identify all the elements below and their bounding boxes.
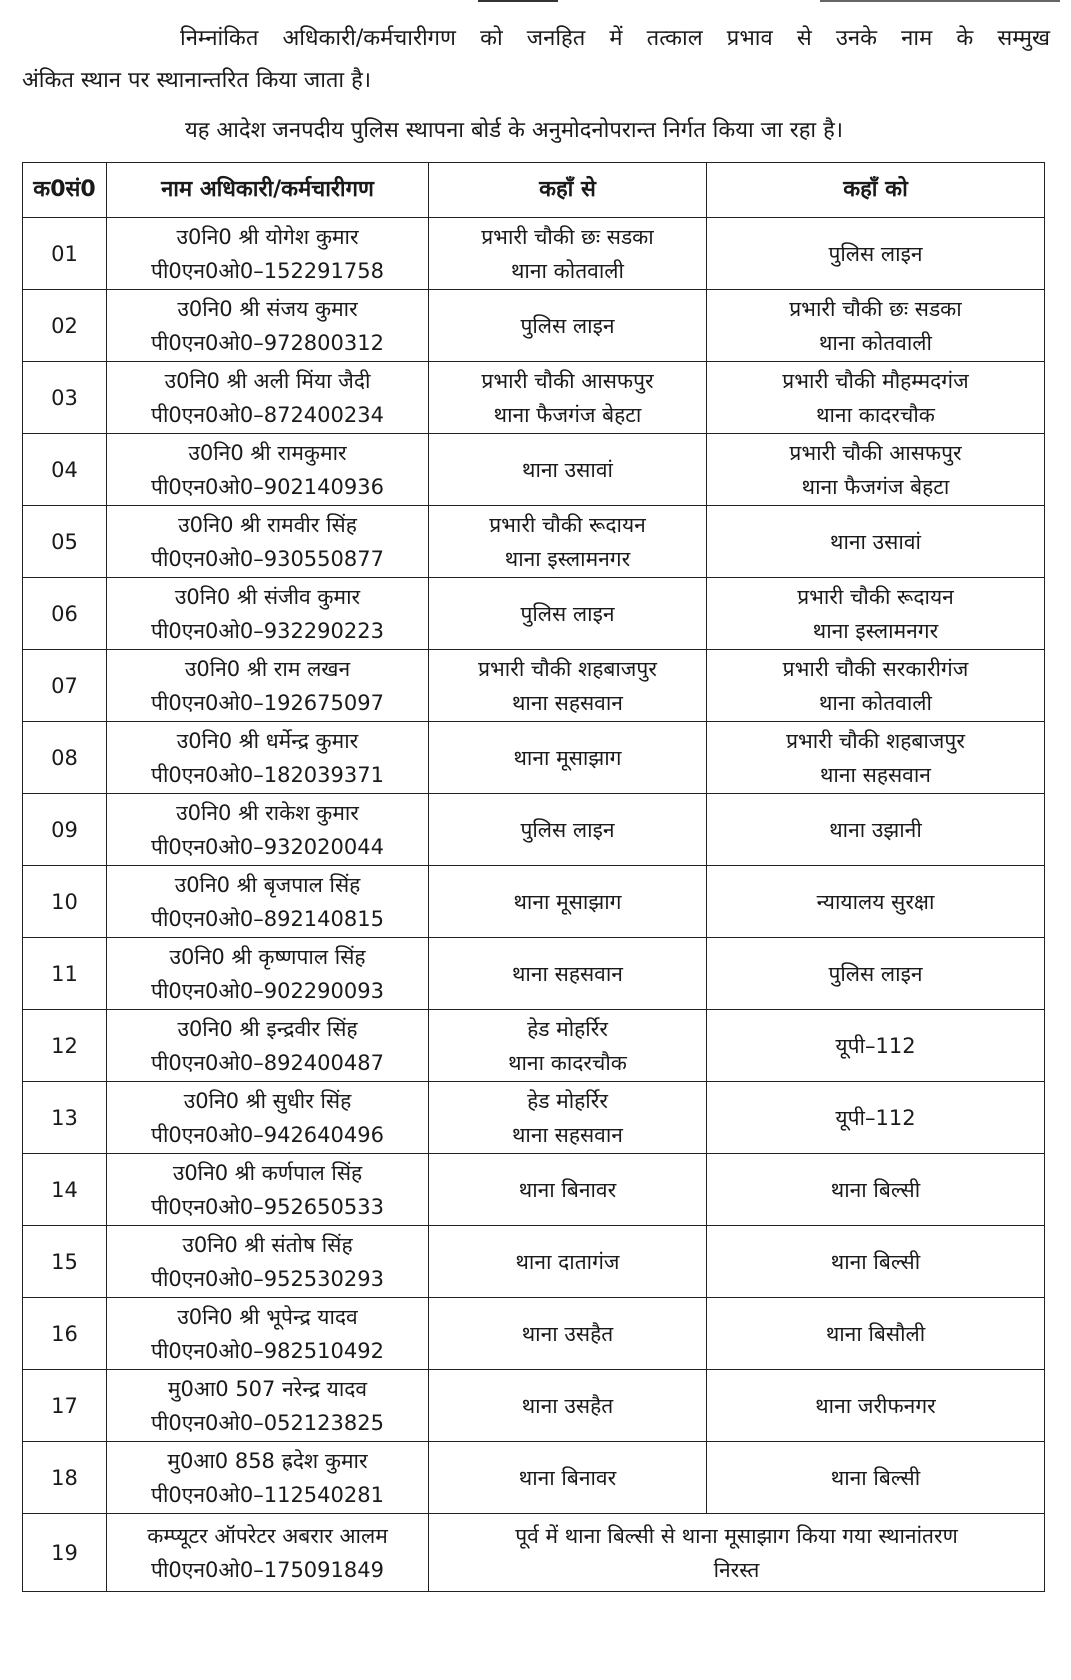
- from-location: थाना सहसवान: [512, 961, 623, 986]
- to-cell: [707, 1226, 1045, 1298]
- header-to: कहाँ को: [707, 163, 1045, 218]
- employee-name: उ0नि0 श्री संतोष सिंह: [182, 1232, 353, 1257]
- header-serial: क0सं0: [23, 163, 107, 218]
- serial-cell: 16: [23, 1298, 107, 1370]
- pno-number: पी0एन0ओ0–175091849: [151, 1557, 384, 1582]
- from-cell: [429, 722, 707, 794]
- from-station: थाना कोतवाली: [511, 258, 624, 283]
- pno-number: पी0एन0ओ0–952530293: [151, 1266, 384, 1291]
- from-cell: [429, 434, 707, 506]
- transfer-table: [22, 162, 1045, 1592]
- serial-cell: 19: [23, 1514, 107, 1592]
- table-row: [23, 1154, 1045, 1226]
- to-location: थाना जरीफनगर: [815, 1393, 936, 1418]
- to-location: थाना बिल्सी: [830, 1465, 921, 1490]
- from-location: प्रभारी चौकी छः सडका: [481, 224, 654, 249]
- to-cell: [707, 218, 1045, 290]
- from-station: थाना इस्लामनगर: [504, 546, 631, 571]
- to-cell: [707, 434, 1045, 506]
- from-cell: [429, 1370, 707, 1442]
- to-cell: [707, 1442, 1045, 1514]
- intro-line-1: निम्नांकित अधिकारी/कर्मचारीगण को जनहित में तत्काल प्रभाव से उनके नाम के सम्मुख: [180, 26, 1050, 51]
- from-cell: [429, 1082, 707, 1154]
- table-row: [23, 362, 1045, 434]
- table-row: [23, 506, 1045, 578]
- to-location: थाना बिसौली: [825, 1321, 926, 1346]
- to-location: प्रभारी चौकी रूदायन: [797, 584, 954, 609]
- header-name: नाम अधिकारी/कर्मचारीगण: [107, 163, 429, 218]
- pno-number: पी0एन0ओ0–892140815: [151, 906, 384, 931]
- to-location: प्रभारी चौकी आसफपुर: [789, 440, 962, 465]
- name-cell: [107, 218, 429, 290]
- table-row: [23, 578, 1045, 650]
- cancellation-status: निरस्त: [713, 1557, 760, 1582]
- name-cell: [107, 938, 429, 1010]
- table-row: [23, 434, 1045, 506]
- employee-name: उ0नि0 श्री बृजपाल सिंह: [174, 872, 361, 897]
- employee-name: उ0नि0 श्री राम लखन: [184, 656, 351, 681]
- employee-name: उ0नि0 श्री सुधीर सिंह: [183, 1088, 352, 1113]
- from-cell: [429, 1010, 707, 1082]
- name-cell: [107, 1370, 429, 1442]
- to-location: पुलिस लाइन: [828, 961, 923, 986]
- intro-line-2: अंकित स्थान पर स्थानान्तरित किया जाता है।: [22, 68, 372, 93]
- table-body: [23, 218, 1045, 1592]
- from-location: पुलिस लाइन: [520, 601, 615, 626]
- to-location: प्रभारी चौकी शहबाजपुर: [786, 728, 965, 753]
- from-cell: [429, 1226, 707, 1298]
- table-row: [23, 938, 1045, 1010]
- to-location: थाना उसावां: [830, 529, 921, 554]
- to-cell: [707, 1154, 1045, 1226]
- from-station: थाना फैजगंज बेहटा: [493, 402, 642, 427]
- cancellation-note-cell: [429, 1514, 1045, 1592]
- to-cell: [707, 578, 1045, 650]
- pno-number: पी0एन0ओ0–182039371: [151, 762, 384, 787]
- name-cell: [107, 1010, 429, 1082]
- serial-cell: 10: [23, 866, 107, 938]
- table-row: [23, 650, 1045, 722]
- employee-name: उ0नि0 श्री रामकुमार: [188, 440, 347, 465]
- table-row: [23, 794, 1045, 866]
- header-from: कहाँ से: [429, 163, 707, 218]
- table-row: [23, 722, 1045, 794]
- name-cell: [107, 1154, 429, 1226]
- to-location: प्रभारी चौकी सरकारीगंज: [782, 656, 969, 681]
- pno-number: पी0एन0ओ0–052123825: [151, 1410, 384, 1435]
- name-cell: [107, 578, 429, 650]
- from-cell: [429, 650, 707, 722]
- employee-name: उ0नि0 श्री धर्मेन्द्र कुमार: [176, 728, 359, 753]
- table-row: [23, 1010, 1045, 1082]
- to-cell: [707, 506, 1045, 578]
- serial-cell: 05: [23, 506, 107, 578]
- serial-cell: 04: [23, 434, 107, 506]
- serial-cell: 18: [23, 1442, 107, 1514]
- from-cell: [429, 1442, 707, 1514]
- serial-cell: 11: [23, 938, 107, 1010]
- serial-cell: 15: [23, 1226, 107, 1298]
- to-cell: [707, 722, 1045, 794]
- pno-number: पी0एन0ओ0–892400487: [151, 1050, 384, 1075]
- to-cell: [707, 1082, 1045, 1154]
- to-location: थाना बिल्सी: [830, 1249, 921, 1274]
- to-cell: [707, 1298, 1045, 1370]
- pno-number: पी0एन0ओ0–932020044: [151, 834, 384, 859]
- serial-cell: 09: [23, 794, 107, 866]
- name-cell: [107, 794, 429, 866]
- name-cell: [107, 1442, 429, 1514]
- to-cell: [707, 1010, 1045, 1082]
- table-row: [23, 1226, 1045, 1298]
- employee-name: मु0आ0 858 ह्रदेश कुमार: [167, 1448, 368, 1473]
- from-location: थाना उसहैत: [521, 1321, 614, 1346]
- employee-name: उ0नि0 श्री अली मिंया जैदी: [164, 368, 371, 393]
- cancellation-note: पूर्व में थाना बिल्सी से थाना मूसाझाग किया गया स्थानांतरण: [515, 1523, 958, 1548]
- pno-number: पी0एन0ओ0–972800312: [151, 330, 384, 355]
- from-cell: [429, 578, 707, 650]
- employee-name: मु0आ0 507 नरेन्द्र यादव: [167, 1376, 368, 1401]
- table-row: [23, 290, 1045, 362]
- name-cell: [107, 1082, 429, 1154]
- name-cell: [107, 650, 429, 722]
- serial-cell: 12: [23, 1010, 107, 1082]
- from-cell: [429, 362, 707, 434]
- from-cell: [429, 866, 707, 938]
- from-location: थाना बिनावर: [518, 1465, 617, 1490]
- pno-number: पी0एन0ओ0–872400234: [151, 402, 384, 427]
- serial-cell: 01: [23, 218, 107, 290]
- from-location: थाना दातागंज: [515, 1249, 620, 1274]
- to-station: थाना कादरचौक: [816, 402, 935, 427]
- to-station: थाना सहसवान: [820, 762, 931, 787]
- to-location: प्रभारी चौकी मौहम्मदगंज: [782, 368, 969, 393]
- employee-name: उ0नि0 श्री कृष्णपाल सिंह: [169, 944, 366, 969]
- from-cell: [429, 1298, 707, 1370]
- name-cell: [107, 290, 429, 362]
- to-cell: [707, 794, 1045, 866]
- from-location: प्रभारी चौकी शहबाजपुर: [478, 656, 657, 681]
- table-row: [23, 1082, 1045, 1154]
- from-location: प्रभारी चौकी रूदायन: [489, 512, 646, 537]
- to-location: यूपी–112: [835, 1105, 916, 1130]
- top-underline-right: [820, 0, 1060, 2]
- from-station: थाना सहसवान: [512, 1122, 623, 1147]
- table-row: [23, 1514, 1045, 1592]
- from-cell: [429, 794, 707, 866]
- name-cell: [107, 1514, 429, 1592]
- from-cell: [429, 506, 707, 578]
- employee-name: उ0नि0 श्री योगेश कुमार: [176, 224, 359, 249]
- table-row: [23, 866, 1045, 938]
- to-location: थाना बिल्सी: [830, 1177, 921, 1202]
- to-cell: [707, 1370, 1045, 1442]
- pno-number: पी0एन0ओ0–942640496: [151, 1122, 384, 1147]
- serial-cell: 17: [23, 1370, 107, 1442]
- to-location: प्रभारी चौकी छः सडका: [789, 296, 962, 321]
- approval-line: यह आदेश जनपदीय पुलिस स्थापना बोर्ड के अनुमोदनोपरान्त निर्गत किया जा रहा है।: [185, 118, 844, 143]
- pno-number: पी0एन0ओ0–192675097: [151, 690, 384, 715]
- to-cell: [707, 362, 1045, 434]
- from-station: थाना सहसवान: [512, 690, 623, 715]
- serial-cell: 07: [23, 650, 107, 722]
- employee-name: कम्प्यूटर ऑपरेटर अबरार आलम: [147, 1523, 388, 1548]
- serial-cell: 02: [23, 290, 107, 362]
- employee-name: उ0नि0 श्री भूपेन्द्र यादव: [177, 1304, 358, 1329]
- to-cell: [707, 938, 1045, 1010]
- serial-cell: 06: [23, 578, 107, 650]
- name-cell: [107, 434, 429, 506]
- from-location: प्रभारी चौकी आसफपुर: [481, 368, 654, 393]
- pno-number: पी0एन0ओ0–112540281: [151, 1482, 384, 1507]
- table-row: [23, 1298, 1045, 1370]
- from-location: पुलिस लाइन: [520, 313, 615, 338]
- pno-number: पी0एन0ओ0–902140936: [151, 474, 384, 499]
- from-location: पुलिस लाइन: [520, 817, 615, 842]
- to-cell: [707, 866, 1045, 938]
- table-row: [23, 1370, 1045, 1442]
- employee-name: उ0नि0 श्री संजय कुमार: [177, 296, 358, 321]
- serial-cell: 14: [23, 1154, 107, 1226]
- employee-name: उ0नि0 श्री कर्णपाल सिंह: [172, 1160, 363, 1185]
- from-cell: [429, 218, 707, 290]
- to-location: न्यायालय सुरक्षा: [816, 889, 935, 914]
- employee-name: उ0नि0 श्री रामवीर सिंह: [178, 512, 357, 537]
- serial-cell: 13: [23, 1082, 107, 1154]
- employee-name: उ0नि0 श्री संजीव कुमार: [174, 584, 361, 609]
- name-cell: [107, 1298, 429, 1370]
- from-location: हेड मोहर्रिर: [527, 1016, 608, 1041]
- to-location: पुलिस लाइन: [828, 241, 923, 266]
- to-location: थाना उझानी: [829, 817, 922, 842]
- to-cell: [707, 650, 1045, 722]
- from-location: थाना बिनावर: [518, 1177, 617, 1202]
- name-cell: [107, 506, 429, 578]
- employee-name: उ0नि0 श्री राकेश कुमार: [176, 800, 359, 825]
- to-station: थाना इस्लामनगर: [812, 618, 939, 643]
- name-cell: [107, 722, 429, 794]
- table-row: [23, 1442, 1045, 1514]
- employee-name: उ0नि0 श्री इन्द्रवीर सिंह: [177, 1016, 358, 1041]
- name-cell: [107, 866, 429, 938]
- serial-cell: 08: [23, 722, 107, 794]
- pno-number: पी0एन0ओ0–952650533: [151, 1194, 384, 1219]
- to-station: थाना फैजगंज बेहटा: [801, 474, 950, 499]
- to-location: यूपी–112: [835, 1033, 916, 1058]
- from-location: थाना मूसाझाग: [513, 745, 622, 770]
- to-station: थाना कोतवाली: [819, 330, 932, 355]
- name-cell: [107, 362, 429, 434]
- pno-number: पी0एन0ओ0–932290223: [151, 618, 384, 643]
- from-cell: [429, 1154, 707, 1226]
- name-cell: [107, 1226, 429, 1298]
- table-row: [23, 218, 1045, 290]
- pno-number: पी0एन0ओ0–982510492: [151, 1338, 384, 1363]
- from-cell: [429, 290, 707, 362]
- pno-number: पी0एन0ओ0–902290093: [151, 978, 384, 1003]
- from-cell: [429, 938, 707, 1010]
- from-station: थाना कादरचौक: [508, 1050, 627, 1075]
- from-location: थाना मूसाझाग: [513, 889, 622, 914]
- from-location: थाना उसावां: [522, 457, 613, 482]
- from-location: हेड मोहर्रिर: [527, 1088, 608, 1113]
- to-station: थाना कोतवाली: [819, 690, 932, 715]
- from-location: थाना उसहैत: [521, 1393, 614, 1418]
- pno-number: पी0एन0ओ0–930550877: [151, 546, 384, 571]
- top-underline: [478, 0, 558, 2]
- table-header-row: [23, 163, 1045, 218]
- pno-number: पी0एन0ओ0–152291758: [151, 258, 384, 283]
- serial-cell: 03: [23, 362, 107, 434]
- to-cell: [707, 290, 1045, 362]
